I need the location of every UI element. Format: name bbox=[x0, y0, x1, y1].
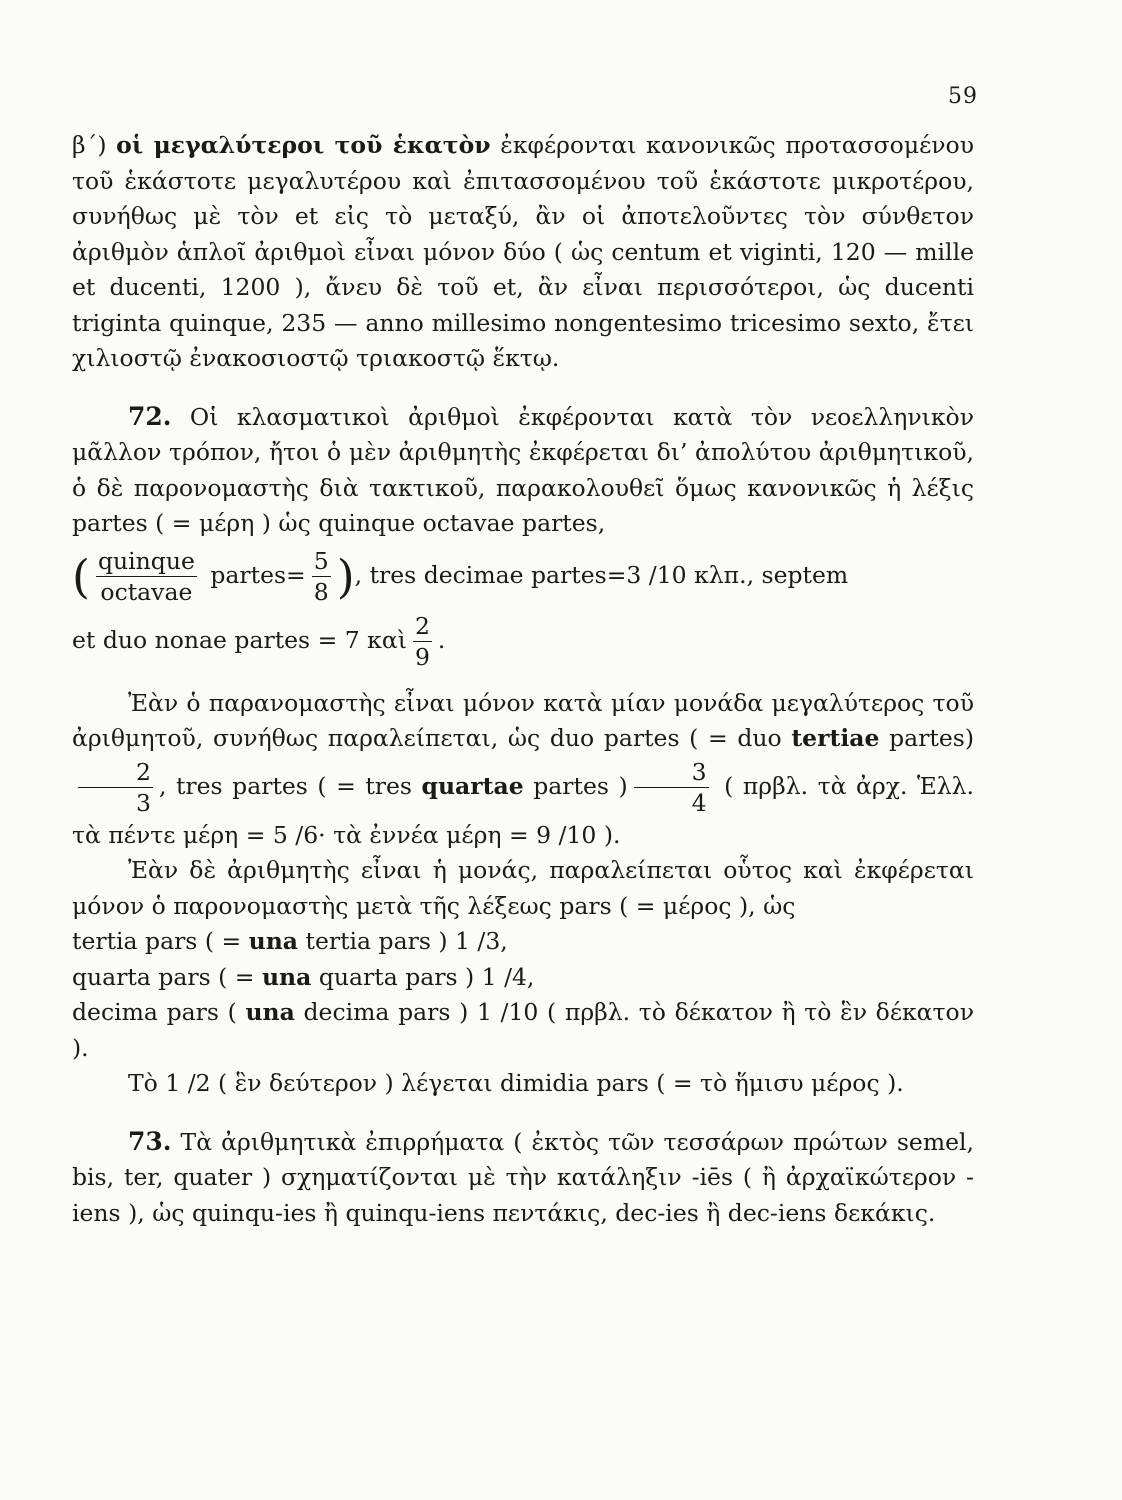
example-line-quarta bbox=[72, 960, 974, 996]
paragraph-text: Οἱ κλασματικοὶ ἀριθμοὶ ἐκφέρονται κατὰ τὸν νεοελληνικὸν μᾶλλον τρόπον, ἤτοι ὁ μὲν ἀριθμητὴς ἐκφέρεται δι’ ἀπολύτου ἀριθμητικοῦ, ὁ δὲ παρονομαστὴς διὰ τακτικοῦ, παρακολουθεῖ ὅμως κανονικῶς ἡ λέξις partes ( = μέρη ) ὡς quinque octavae partes, bbox=[72, 402, 974, 537]
paragraph-text: , tres partes ( = tres bbox=[158, 771, 422, 800]
fraction-numerator: 2 bbox=[78, 757, 153, 788]
page-number: 59 bbox=[948, 84, 978, 109]
text-column bbox=[72, 128, 974, 1231]
example-text: tertia pars ( = bbox=[72, 927, 249, 955]
paragraph-text: Τὰ ἀριθμητικὰ ἐπιρρήματα ( ἐκτὸς τῶν τεσσάρων πρώτων semel, bis, ter, quater ) σχηματίζονται μὲ τὴν κατάληξιν -iēs ( ἢ ἀρχαϊκώτερον -iens ), ὡς quinqu-ies ἢ quinqu-iens πεντάκις, dec-ies ἢ dec-iens δεκάκις. bbox=[72, 1127, 974, 1227]
item-label: β΄) bbox=[72, 131, 117, 159]
numeric-fraction bbox=[312, 546, 331, 607]
example-line-tertia bbox=[72, 924, 974, 960]
fraction-numerator: 3 bbox=[634, 757, 709, 788]
numeric-fraction bbox=[634, 757, 709, 818]
paragraph-text: partes ) bbox=[523, 771, 628, 800]
section-73-paragraph bbox=[72, 1124, 974, 1232]
section-number: 73. bbox=[128, 1126, 172, 1156]
paragraph-beta bbox=[72, 128, 974, 377]
example-line-decima bbox=[72, 995, 974, 1066]
example-text: decima pars ( bbox=[72, 998, 246, 1026]
section-number: 72. bbox=[128, 401, 172, 431]
paragraph-text: Ἐὰν δὲ ἀριθμητὴς εἶναι ἡ μονάς, παραλείπεται οὗτος καὶ ἐκφέρεται μόνον ὁ παρονομαστὴς μετὰ τῆς λέξεως pars ( = μέρος ), ὡς bbox=[72, 856, 974, 920]
fraction-text: partes= bbox=[202, 560, 306, 589]
fraction-denominator: 9 bbox=[414, 642, 430, 671]
fraction-line-end: . bbox=[437, 625, 446, 654]
close-paren: ) bbox=[336, 549, 355, 603]
fraction-example-line bbox=[72, 546, 974, 607]
numeric-fraction bbox=[413, 611, 432, 672]
paragraph-text: partes) bbox=[879, 724, 975, 752]
fraction-example-line-2 bbox=[72, 611, 974, 672]
paragraph-text: ( πρβλ. τὰ ἀρχ. Ἑλλ. τὰ πέντε μέρη = 5 /6· τὰ ἐννέα μέρη = 9 /10 ). bbox=[72, 771, 974, 849]
example-text: decima pars ) 1 /10 ( πρβλ. τὸ δέκατον ἢ τὸ ἓν δέκατον ). bbox=[72, 998, 974, 1062]
bold-word: una bbox=[245, 998, 295, 1026]
numeric-fraction bbox=[78, 757, 153, 818]
section-72-paragraph-2 bbox=[72, 686, 974, 854]
fraction-denominator: octavae bbox=[100, 577, 193, 606]
bold-word: una bbox=[261, 962, 312, 991]
example-text: quarta pars ) 1 /4, bbox=[311, 962, 535, 991]
bold-word: quartae bbox=[421, 771, 524, 800]
bold-word: tertiae bbox=[791, 724, 880, 752]
section-72-paragraph-3 bbox=[72, 853, 974, 924]
fraction-numerator: 2 bbox=[414, 611, 430, 640]
fraction-denominator: 8 bbox=[313, 577, 329, 606]
open-paren: ( bbox=[72, 549, 90, 603]
fraction-denominator: 3 bbox=[136, 788, 151, 817]
fraction-text: et duo nonae partes = 7 καὶ bbox=[72, 625, 407, 654]
example-text: quarta pars ( = bbox=[72, 962, 262, 991]
section-72-paragraph bbox=[72, 399, 974, 542]
fraction-denominator: 4 bbox=[691, 788, 707, 817]
example-text: tertia pars ) 1 /3, bbox=[298, 927, 508, 955]
paragraph-text: Ἐὰν ὁ παρανομαστὴς εἶναι μόνον κατὰ μίαν μονάδα μεγαλύτερος τοῦ ἀριθμητοῦ, συνήθως παραλείπεται, ὡς duo partes ( = duo bbox=[72, 688, 974, 752]
word-fraction bbox=[96, 546, 197, 607]
bold-lead-phrase: οἱ μεγαλύτεροι τοῦ ἑκατὸν bbox=[116, 131, 491, 159]
fraction-numerator: 5 bbox=[313, 546, 329, 575]
fraction-numerator: quinque bbox=[97, 546, 195, 575]
fraction-line-tail: , tres decimae partes=3 /10 κλπ., septem bbox=[354, 560, 849, 589]
paragraph-text: ἐκφέρονται κανονικῶς προτασσομένου τοῦ ἑκάστοτε μεγαλυτέρου καὶ ἐπιτασσομένου τοῦ ἑκάστοτε μικροτέρου, συνήθως μὲ τὸν et εἰς τὸ μεταξύ, ἂν οἱ ἀποτελοῦντες τὸν σύνθετον ἀριθμὸν ἁπλοῖ ἀριθμοὶ εἶναι μόνον δύο ( ὡς centum et viginti, 120 — mille et ducenti, 1200 ), ἄνευ δὲ τοῦ et, ἂν εἶναι περισσότεροι, ὡς ducenti triginta quinque, 235 — anno millesimo nongentesimo tricesimo sexto, ἔτει χιλιοστῷ ἐνακοσιοστῷ τριακοστῷ ἕκτῳ. bbox=[72, 131, 974, 372]
bold-word: una bbox=[248, 927, 299, 955]
section-72-paragraph-4: Τὸ 1 /2 ( ἓν δεύτερον ) λέγεται dimidia pars ( = τὸ ἥμισυ μέρος ). bbox=[128, 1069, 904, 1097]
